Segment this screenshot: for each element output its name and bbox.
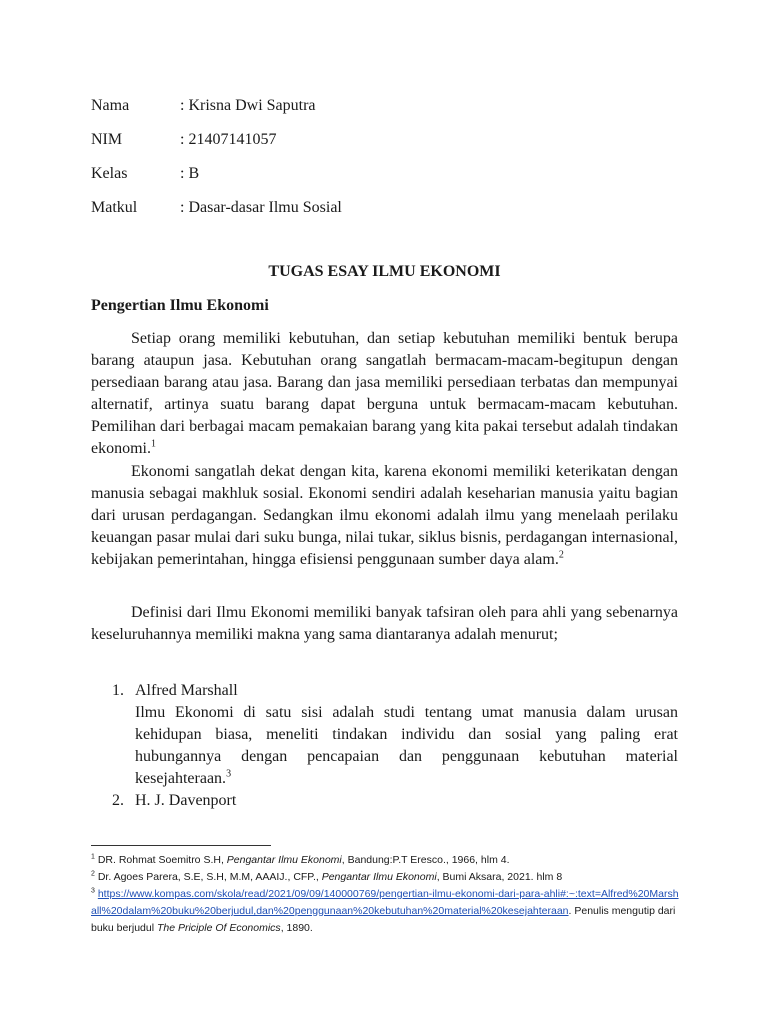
section-heading: Pengertian Ilmu Ekonomi	[91, 297, 269, 314]
footnote-text: , Bumi Aksara, 2021. hlm 8	[436, 871, 563, 883]
footnotes	[91, 852, 681, 937]
expert-list	[91, 680, 678, 812]
footnote-text: Dr. Agoes Parera, S.E, S.H, M.M, AAAIJ., CFP.,	[97, 871, 322, 883]
list-item-name: H. J. Davenport	[135, 792, 237, 809]
footnote-ref: 1	[151, 438, 156, 450]
footnote-text: . Penulis mengutip dari buku berjudul	[91, 905, 676, 934]
footnote-ref: 3	[226, 768, 232, 780]
info-value: : 21407141057	[180, 131, 277, 148]
footnote	[91, 886, 681, 937]
footnote-book-title: Pengantar Ilmu Ekonomi	[321, 871, 437, 883]
info-value: : Krisna Dwi Saputra	[180, 97, 316, 114]
footnote-ref: 2	[558, 549, 564, 561]
list-item-body	[135, 702, 678, 790]
list-item-text: Ilmu Ekonomi di satu sisi adalah studi tentang umat manusia dalam urusan kehidupan biasa, meneliti tindakan individu dan sosial yang paling erat hubungannya dengan pencapaian dan penggunaan kebutuhan material kesejahteraan.	[135, 704, 678, 787]
info-label: Matkul	[91, 199, 138, 216]
info-label: Kelas	[91, 165, 128, 182]
info-value: : B	[180, 165, 200, 182]
info-label: Nama	[91, 97, 130, 114]
list-item	[91, 680, 678, 790]
paragraph-text: Ekonomi sangatlah dekat dengan kita, karena ekonomi memiliki keterikatan dengan manusia sebagai makhluk sosial. Ekonomi sendiri adalah keseharian manusia yaitu bagian dari urusan perdagangan. Sedangkan ilmu ekonomi adalah ilmu yang menelaah perilaku keuangan pasar mulai dari suku bunga, nilai tukar, siklus bisnis, perdagangan internasional, kebijakan pemerintahan, hingga efisiensi penggunaan sumber daya alam.	[91, 463, 678, 568]
footnote-link[interactable]: https://www.kompas.com/skola/read/2021/09/09/140000769/pengertian-ilmu-ekonomi-dari-para-ahli#:~:text=Alfred%20Marshall%20dalam%20buku%20berjudul,dan%20penggunaan%20kebutuhan%20material%20kesejahteraan	[91, 888, 679, 917]
footnote-text: DR. Rohmat Soemitro S.H,	[97, 854, 227, 866]
paragraph	[91, 461, 678, 571]
footnote-book-title: The Priciple Of Economics	[156, 922, 281, 934]
footnote	[91, 852, 681, 869]
paragraph-text: Setiap orang memiliki kebutuhan, dan setiap kebutuhan memiliki bentuk berupa barang ataupun jasa. Kebutuhan orang sangatlah bermacam-macam-begitupun dengan persediaan barang atau jasa. Barang dan jasa memiliki persediaan terbatas dan mempunyai alternatif, artinya suatu barang dapat berguna untuk bermacam-macam kebutuhan. Pemilihan dari berbagai macam pemakaian barang yang kita pakai tersebut adalah tindakan ekonomi.	[91, 330, 678, 457]
footnote-number: 3	[91, 887, 95, 895]
footnote-book-title: Pengantar Ilmu Ekonomi	[226, 854, 342, 866]
footnote-text: , Bandung:P.T Eresco., 1966, hlm 4.	[341, 854, 510, 866]
info-value: : Dasar-dasar Ilmu Sosial	[180, 199, 342, 216]
list-number: 1.	[112, 682, 124, 699]
footnote-text: , 1890.	[280, 922, 313, 934]
page-title: TUGAS ESAY ILMU EKONOMI	[268, 263, 501, 280]
list-number: 2.	[112, 792, 124, 809]
paragraph-text: Definisi dari Ilmu Ekonomi memiliki banyak tafsiran oleh para ahli yang sebenarnya keseluruhannya memiliki makna yang sama diantaranya adalah menurut;	[91, 604, 678, 643]
list-item	[91, 790, 678, 812]
footnote-number: 1	[91, 853, 95, 861]
footnote	[91, 869, 681, 886]
info-label: NIM	[91, 131, 123, 148]
paragraph	[91, 328, 678, 460]
footnote-number: 2	[91, 870, 95, 878]
list-item-name: Alfred Marshall	[135, 682, 238, 699]
paragraph	[91, 602, 678, 646]
footnote-separator	[91, 845, 271, 846]
